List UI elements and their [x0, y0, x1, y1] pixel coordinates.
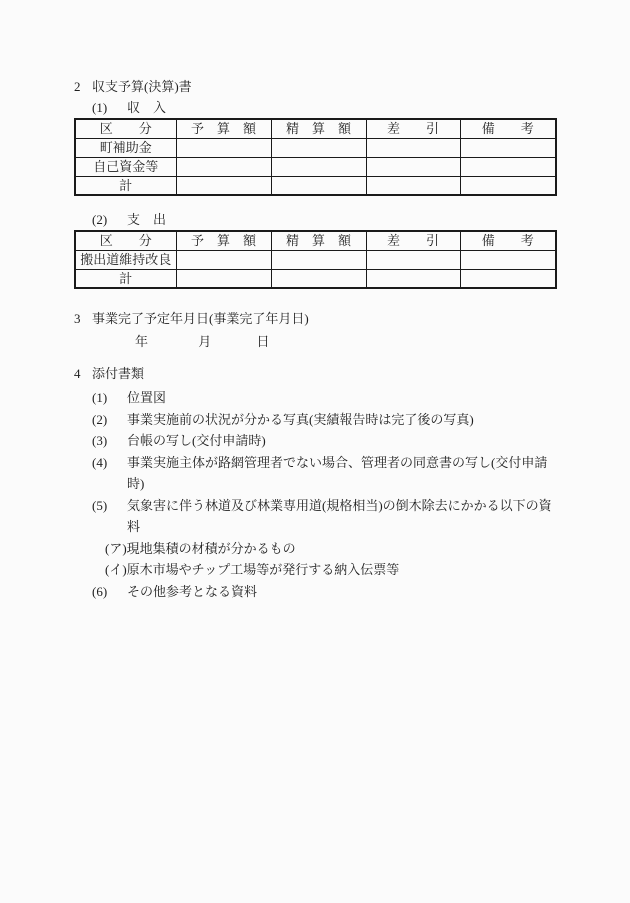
section-4-heading [74, 366, 556, 381]
income-row-own-funds [75, 157, 556, 176]
list-item-number: (4) [92, 454, 108, 470]
empty-cell [271, 176, 366, 195]
income-table [74, 118, 557, 196]
list-item-number: (3) [92, 433, 108, 448]
list-item-number: (6) [92, 583, 108, 599]
expenditure-row-total [75, 269, 556, 288]
income-header-remarks: 備 考 [460, 119, 556, 138]
income-row-total [75, 176, 556, 195]
empty-cell [460, 250, 556, 269]
list-sub-item [105, 559, 556, 581]
section-2-title: 収支予算(決算)書 [92, 79, 192, 94]
income-header-budget: 予 算 額 [176, 119, 271, 138]
section-2-number: 2 [74, 79, 81, 94]
list-item [92, 409, 556, 431]
income-header-difference: 差 引 [366, 119, 460, 138]
list-item [92, 430, 556, 452]
income-row-category: 町補助金 [75, 138, 176, 157]
empty-cell [271, 138, 366, 157]
list-item-text: 気象害に伴う林道及び林業専用道(規格相当)の倒木除去にかかる以下の資料 [127, 497, 552, 534]
section-4-title: 添付書類 [92, 366, 145, 381]
list-item-number: (5) [92, 497, 108, 513]
list-item [92, 495, 556, 538]
list-item-text: (ア)現地集積の材積が分かるもの [105, 540, 296, 556]
list-item-number: (2) [92, 411, 108, 427]
expenditure-row-road-maintenance [75, 250, 556, 269]
expenditure-header-category: 区 分 [75, 231, 176, 250]
day-label: 日 [256, 334, 270, 349]
list-item [92, 387, 556, 409]
empty-cell [176, 269, 271, 288]
attachment-list [74, 387, 556, 602]
empty-cell [366, 250, 460, 269]
empty-cell [271, 269, 366, 288]
empty-cell [271, 250, 366, 269]
section-3-title: 事業完了予定年月日(事業完了年月日) [92, 311, 309, 326]
income-label-text: 収 入 [127, 100, 167, 115]
income-row-category: 計 [75, 176, 176, 195]
income-row-town-subsidy [75, 138, 556, 157]
expenditure-header-difference: 差 引 [366, 231, 460, 250]
empty-cell [460, 176, 556, 195]
expenditure-label-number: (2) [92, 212, 108, 227]
empty-cell [176, 138, 271, 157]
empty-cell [176, 250, 271, 269]
empty-cell [460, 269, 556, 288]
list-item [92, 581, 556, 603]
list-sub-item [105, 538, 556, 560]
section-4-number: 4 [74, 366, 81, 381]
income-header-settlement: 精 算 額 [271, 119, 366, 138]
section-3-heading [74, 311, 556, 326]
income-label-number: (1) [92, 100, 108, 115]
list-item-text: (イ)原木市場やチップ工場等が発行する納入伝票等 [105, 562, 400, 577]
year-label: 年 [135, 334, 149, 349]
empty-cell [366, 138, 460, 157]
month-label: 月 [198, 334, 212, 349]
empty-cell [366, 157, 460, 176]
list-item-text: 事業実施前の状況が分かる写真(実績報告時は完了後の写真) [127, 411, 474, 427]
list-item-text: 位置図 [127, 390, 167, 405]
list-item-text: その他参考となる資料 [127, 583, 258, 599]
list-item [92, 452, 556, 495]
empty-cell [176, 157, 271, 176]
income-label [92, 100, 556, 115]
empty-cell [460, 138, 556, 157]
list-item-text: 事業実施主体が路網管理者でない場合、管理者の同意書の写し(交付申請時) [127, 454, 548, 491]
expenditure-header-remarks: 備 考 [460, 231, 556, 250]
expenditure-label-text: 支 出 [127, 212, 167, 227]
income-row-category: 自己資金等 [75, 157, 176, 176]
empty-cell [176, 176, 271, 195]
section-2-heading [74, 79, 556, 94]
list-item-text: 台帳の写し(交付申請時) [127, 433, 266, 448]
income-header-category: 区 分 [75, 119, 176, 138]
empty-cell [271, 157, 366, 176]
list-item-number: (1) [92, 390, 108, 405]
expenditure-header-budget: 予 算 額 [176, 231, 271, 250]
expenditure-label [92, 212, 556, 227]
expenditure-row-category: 計 [75, 269, 176, 288]
expenditure-table [74, 230, 557, 289]
empty-cell [460, 157, 556, 176]
empty-cell [366, 176, 460, 195]
empty-cell [366, 269, 460, 288]
expenditure-header-settlement: 精 算 額 [271, 231, 366, 250]
expenditure-table-header-row [75, 231, 556, 250]
completion-date-line [74, 334, 556, 349]
section-3-number: 3 [74, 311, 81, 326]
income-table-header-row [75, 119, 556, 138]
expenditure-row-category: 搬出道維持改良 [75, 250, 176, 269]
